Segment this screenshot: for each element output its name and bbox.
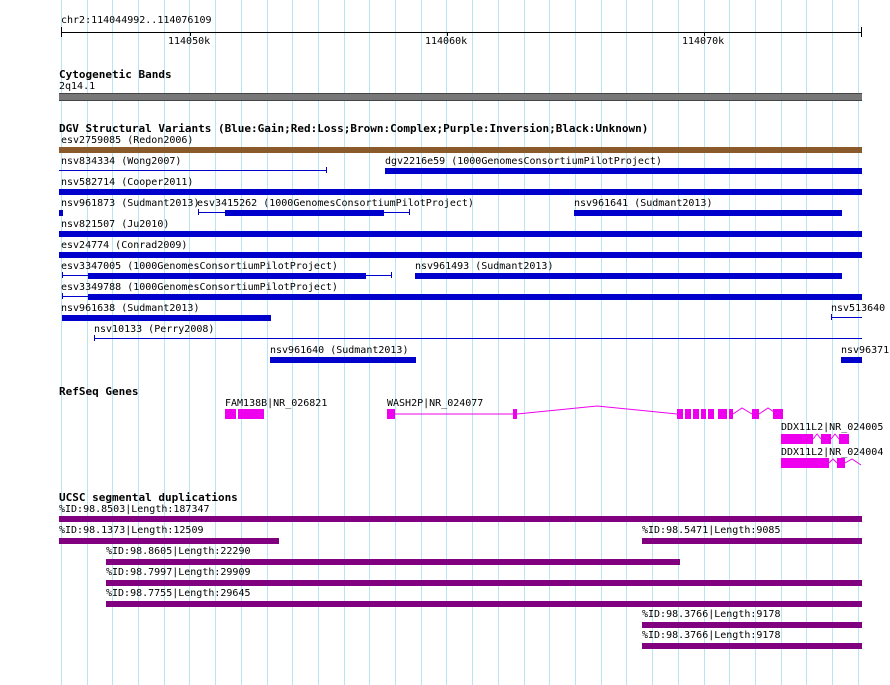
dgv-feature-label: nsv961640 (Sudmant2013) (270, 345, 409, 356)
track-title-dgv: DGV Structural Variants (Blue:Gain;Red:Loss;Brown:Complex;Purple:Inversion;Black:Unknown) (59, 122, 649, 135)
dgv-feature-label: esv3415262 (1000GenomesConsortiumPilotProject) (197, 198, 474, 209)
track-title-refseq: RefSeq Genes (59, 385, 139, 398)
gene-label: FAM138B|NR_026821 (225, 398, 328, 409)
dgv-feature-label: nsv10133 (Perry2008) (94, 324, 215, 335)
dgv-feature-complex[interactable] (59, 147, 862, 153)
dgv-feature-label: esv24774 (Conrad2009) (61, 240, 188, 251)
segdup-label: %ID:98.8503|Length:187347 (59, 504, 210, 515)
dgv-feature-gain[interactable] (59, 189, 862, 195)
gene-fam138b[interactable] (225, 409, 264, 419)
dgv-feature-end-tick (326, 167, 327, 173)
track-title-cytoband: Cytogenetic Bands (59, 68, 172, 81)
segdup-label: %ID:98.1373|Length:12509 (59, 525, 204, 536)
segdup-label: %ID:98.7755|Length:29645 (106, 588, 251, 599)
dgv-feature-label: esv3349788 (1000GenomesConsortiumPilotProject) (61, 282, 338, 293)
ruler-tick-start (61, 27, 62, 37)
cytoband-label: 2q14.1 (59, 81, 96, 92)
ruler-tick-label: 114060k (425, 36, 468, 47)
dgv-feature-label: nsv582714 (Cooper2011) (61, 177, 194, 188)
dgv-feature-gain[interactable] (225, 210, 384, 216)
dgv-feature-gain[interactable] (574, 210, 842, 216)
dgv-feature-label: nsv961638 (Sudmant2013) (61, 303, 200, 314)
dgv-feature-gain[interactable] (59, 252, 862, 258)
gene-intron-gap (236, 409, 238, 419)
segdup-feature[interactable] (642, 622, 862, 628)
gene-label: DDX11L2|NR_024004 (781, 447, 884, 458)
dgv-feature-label: nsv821507 (Ju2010) (61, 219, 170, 230)
ruler-axis (61, 32, 862, 33)
segdup-feature[interactable] (59, 538, 279, 544)
segdup-feature[interactable] (642, 538, 862, 544)
segdup-feature[interactable] (106, 559, 680, 565)
dgv-feature-end-tick (391, 272, 392, 278)
dgv-feature-label: esv2759085 (Redon2006) (61, 135, 194, 146)
gene-label: DDX11L2|NR_024005 (781, 422, 884, 433)
dgv-feature-end-tick (831, 314, 832, 320)
segdup-feature[interactable] (106, 601, 862, 607)
ruler-tick-label: 114050k (168, 36, 211, 47)
dgv-feature-end-tick (409, 209, 410, 215)
segdup-label: %ID:98.8605|Length:22290 (106, 546, 251, 557)
dgv-feature-end-tick (62, 293, 63, 299)
ruler-tick-end (861, 27, 862, 37)
segdup-feature[interactable] (59, 516, 862, 522)
gene-wash2p[interactable] (387, 404, 787, 424)
segdup-label: %ID:98.3766|Length:9178 (642, 630, 781, 641)
dgv-feature-gain[interactable] (59, 231, 862, 237)
dgv-feature-label: nsv961873 (Sudmant2013) (61, 198, 200, 209)
dgv-feature-gain[interactable] (385, 168, 862, 174)
dgv-feature-end-tick (198, 209, 199, 215)
dgv-feature-label: nsv834334 (Wong2007) (61, 156, 182, 167)
dgv-feature-label: dgv2216e59 (1000GenomesConsortiumPilotProject) (385, 156, 662, 167)
segdup-label: %ID:98.3766|Length:9178 (642, 609, 781, 620)
dgv-feature-label: nsv961641 (Sudmant2013) (574, 198, 713, 209)
dgv-feature-gain[interactable] (841, 357, 862, 363)
segdup-feature[interactable] (106, 580, 862, 586)
gene-ddx11l2-b[interactable] (781, 456, 862, 470)
dgv-feature-label: nsv96371 (841, 345, 890, 356)
ruler-location: chr2:114044992..114076109 (61, 15, 212, 26)
dgv-feature-gain[interactable] (59, 170, 327, 171)
segdup-feature[interactable] (642, 643, 862, 649)
segdup-label: %ID:98.5471|Length:9085 (642, 525, 781, 536)
dgv-feature-gain[interactable] (94, 338, 862, 339)
ruler-tick-label: 114070k (682, 36, 725, 47)
dgv-feature-gain[interactable] (88, 273, 366, 279)
dgv-feature-gain[interactable] (415, 273, 842, 279)
gene-label: WASH2P|NR_024077 (387, 398, 484, 409)
cytoband-bar[interactable] (59, 93, 862, 101)
track-title-segdups: UCSC segmental duplications (59, 491, 238, 504)
gene-ddx11l2-a[interactable] (781, 432, 862, 446)
dgv-feature-gain[interactable] (59, 210, 63, 216)
dgv-feature-gain[interactable] (831, 317, 862, 318)
dgv-feature-end-tick (94, 335, 95, 341)
dgv-feature-label: esv3347005 (1000GenomesConsortiumPilotProject) (61, 261, 338, 272)
dgv-feature-label: nsv513640 (831, 303, 886, 314)
dgv-feature-end-tick (62, 272, 63, 278)
segdup-label: %ID:98.7997|Length:29909 (106, 567, 251, 578)
dgv-feature-gain[interactable] (62, 315, 271, 321)
dgv-feature-gain[interactable] (88, 294, 862, 300)
dgv-feature-gain[interactable] (270, 357, 416, 363)
dgv-feature-label: nsv961493 (Sudmant2013) (415, 261, 554, 272)
